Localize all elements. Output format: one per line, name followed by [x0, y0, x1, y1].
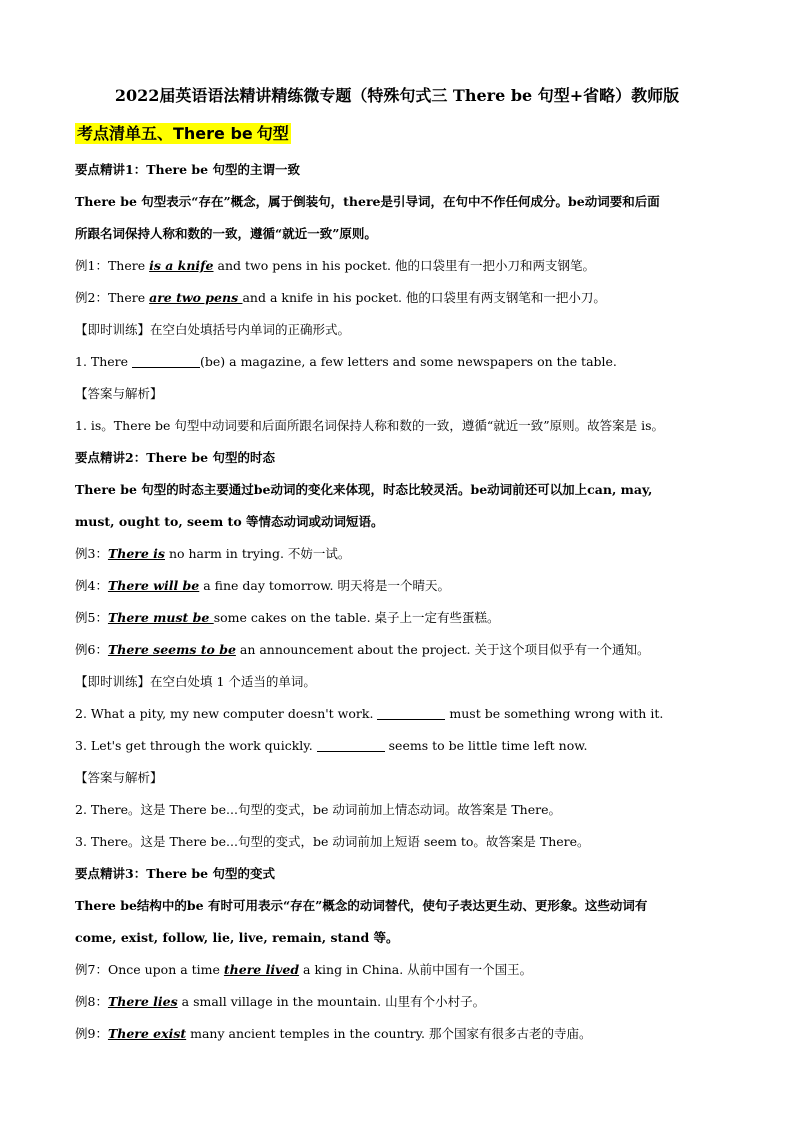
example-6 [75, 640, 649, 660]
document-title: 2022届英语语法精讲精练微专题（特殊句式三 There be 句型+省略）教师版 [114, 86, 680, 105]
example-text: a fine day tomorrow. 明天将是一个晴天。 [199, 578, 450, 593]
example-label: 例9： [75, 1026, 108, 1041]
example-text: some cakes on the table. 桌子上一定有些蛋糕。 [213, 610, 500, 625]
example-2 [75, 288, 606, 308]
example-7 [75, 960, 532, 980]
point1-desc-line2: 所跟名词保持人称和数的一致，遵循“就近一致”原则。 [75, 226, 377, 241]
example-5 [75, 608, 500, 628]
example-keyword: are two pens [149, 290, 243, 305]
example-keyword: There will be [107, 578, 200, 593]
section-heading-part1: 考点清单五、There be [77, 124, 253, 143]
example-text: no harm in trying. 不妨一试。 [164, 546, 351, 561]
point2-desc-line2: must, ought to, seem to 等情态动词或动词短语。 [75, 514, 384, 529]
example-text: Once upon a time [107, 962, 224, 977]
example-keyword: There lies [107, 994, 178, 1009]
example-label: 例1： [75, 258, 108, 273]
answer-3: 3. There。这是 There be...句型的变式，be 动词前加上短语 seem to。故答案是 There。 [75, 834, 590, 849]
practice-heading-1: 【即时训练】在空白处填括号内单词的正确形式。 [75, 322, 351, 337]
example-text: many ancient temples in the country. 那个国家有很多古老的寺庙。 [186, 1026, 592, 1041]
example-keyword: There exist [107, 1026, 187, 1041]
example-9 [75, 1024, 591, 1044]
section-heading-part2: 句型 [256, 124, 289, 143]
example-4 [75, 576, 450, 596]
question-text: must be something wrong with it. [445, 706, 664, 721]
question-text: 3. Let's get through the work quickly. [75, 738, 317, 753]
point2-desc-line1: There be 句型的时态主要通过be动词的变化来体现，时态比较灵活。be动词前还可以加上can, may, [75, 482, 653, 497]
example-label: 例3： [75, 546, 108, 561]
answer-1: 1. is。There be 句型中动词要和后面所跟名词保持人称和数的一致，遵循“就近一致”原则。故答案是 is。 [75, 418, 664, 433]
example-label: 例8： [75, 994, 108, 1009]
point3-desc-line2: come, exist, follow, lie, live, remain, stand 等。 [75, 930, 399, 945]
example-keyword: There is [107, 546, 165, 561]
question-text: (be) a magazine, a few letters and some newspapers on the table. [200, 354, 617, 369]
example-3 [75, 544, 350, 564]
example-1 [75, 256, 595, 276]
example-text: There [107, 258, 150, 273]
answer-2: 2. There。这是 There be...句型的变式，be 动词前加上情态动词。故答案是 There。 [75, 802, 561, 817]
point3-desc-line1: There be结构中的be 有时可用表示“存在”概念的动词替代，使句子表达更生动、更形象。这些动词有 [75, 898, 648, 913]
point1-desc-line1: There be 句型表示“存在”概念，属于倒装句，there是引导词，在句中不作任何成分。be动词要和后面 [75, 194, 660, 209]
answer-blank[interactable] [317, 738, 385, 752]
example-text: a small village in the mountain. 山里有个小村子。 [177, 994, 486, 1009]
example-keyword: there lived [223, 962, 300, 977]
example-label: 例6： [75, 642, 108, 657]
practice-heading-2: 【即时训练】在空白处填 1 个适当的单词。 [75, 674, 316, 689]
question-1 [75, 352, 617, 372]
question-text: 2. What a pity, my new computer doesn't work. [75, 706, 378, 721]
example-keyword: There must be [107, 610, 214, 625]
answer-heading-2: 【答案与解析】 [75, 770, 163, 785]
example-label: 例7： [75, 962, 108, 977]
example-keyword: is a knife [149, 258, 214, 273]
question-text: seems to be little time left now. [384, 738, 588, 753]
question-2 [75, 704, 663, 724]
answer-blank[interactable] [132, 354, 200, 368]
example-label: 例4： [75, 578, 108, 593]
point1-heading: 要点精讲1：There be 句型的主谓一致 [75, 162, 300, 177]
example-text: a king in China. 从前中国有一个国王。 [299, 962, 533, 977]
question-3 [75, 736, 587, 756]
example-label: 例2： [75, 290, 108, 305]
example-keyword: There seems to be [107, 642, 236, 657]
example-label: 例5： [75, 610, 108, 625]
example-text: and two pens in his pocket. 他的口袋里有一把小刀和两支钢笔。 [213, 258, 595, 273]
section-heading [75, 124, 291, 145]
example-text: and a knife in his pocket. 他的口袋里有两支钢笔和一把小刀。 [242, 290, 606, 305]
answer-heading-1: 【答案与解析】 [75, 386, 163, 401]
example-text: an announcement about the project. 关于这个项目似乎有一个通知。 [235, 642, 650, 657]
example-text: There [107, 290, 150, 305]
answer-blank[interactable] [377, 706, 445, 720]
example-8 [75, 992, 485, 1012]
point2-heading: 要点精讲2：There be 句型的时态 [75, 450, 275, 465]
point3-heading: 要点精讲3：There be 句型的变式 [75, 866, 275, 881]
question-text: 1. There [75, 354, 133, 369]
